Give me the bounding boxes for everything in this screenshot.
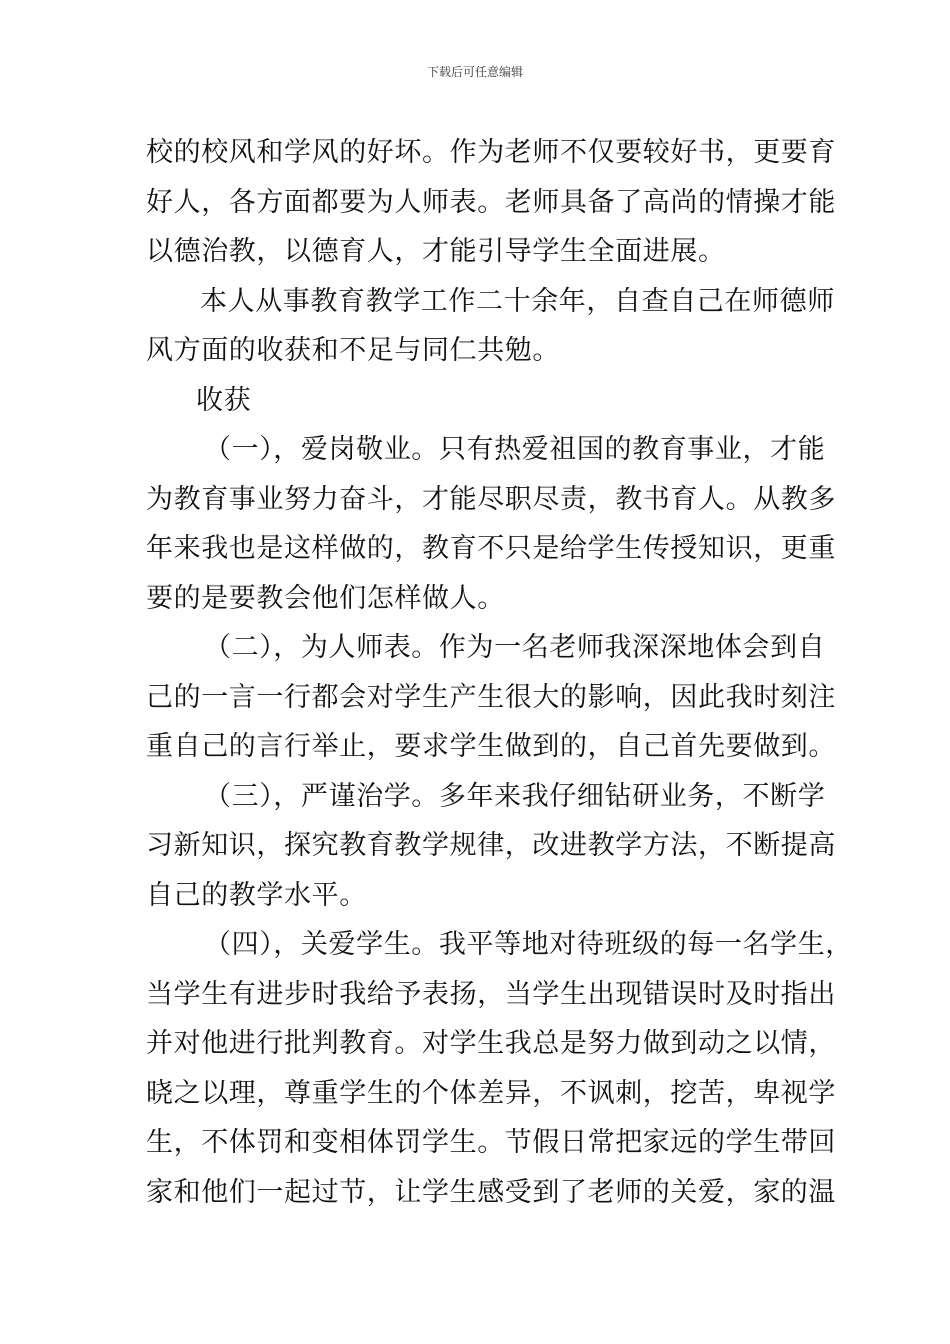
text-line: 习新知识，探究教育教学规律，改进教学方法，不断提高 [146,830,836,861]
text-line: 晓之以理，尊重学生的个体差异，不讽刺，挖苦，卑视学 [146,1077,836,1109]
text-line: 当学生有进步时我给予表扬，当学生出现错误时及时指出 [146,978,836,1010]
paragraph-start-line: （四），关爱学生。我平等地对待班级的每一名学生， [204,929,853,960]
text-line: 并对他进行批判教育。对学生我总是努力做到动之以情， [146,1028,836,1059]
document-body [146,128,853,1217]
text-line: 要的是要教会他们怎样做人。 [146,582,505,614]
text-line: 己的一言一行都会对学生产生很大的影响，因此我时刻注 [146,681,836,713]
paragraph-start-line: 本人从事教育教学工作二十余年，自查自己在师德师 [200,285,835,317]
text-line: 家和他们一起过节，让学生感受到了老师的关爱，家的温 [146,1176,836,1208]
text-line: 以德治教，以德育人，才能引导学生全面进展。 [146,236,726,267]
paragraph-start-line: （三），严谨治学。多年来我仔细钻研业务，不断学 [204,780,826,812]
text-line: 好人，各方面都要为人师表。老师具备了高尚的情操才能 [146,186,836,218]
paragraph-start-line: （一），爱岗敬业。只有热爱祖国的教育事业，才能 [204,434,826,465]
text-line: 生，不体罚和变相体罚学生。节假日常把家远的学生带回 [146,1127,836,1158]
text-line: 自己的教学水平。 [146,879,367,911]
text-line: 为教育事业努力奋斗，才能尽职尽责，教书育人。从教多 [146,483,836,515]
text-line: 风方面的收获和不足与同仁共勉。 [146,335,560,366]
page-header-note: 下载后可任意编辑 [426,65,523,79]
text-line: 重自己的言行举止，要求学生做到的，自己首先要做到。 [146,731,836,762]
text-line: 校的校风和学风的好坏。作为老师不仅要较好书，更要育 [146,137,836,168]
text-line: 年来我也是这样做的，教育不只是给学生传授知识，更重 [146,533,836,564]
section-heading: 收获 [196,384,252,416]
paragraph-start-line: （二），为人师表。作为一名老师我深深地体会到自 [204,632,826,663]
